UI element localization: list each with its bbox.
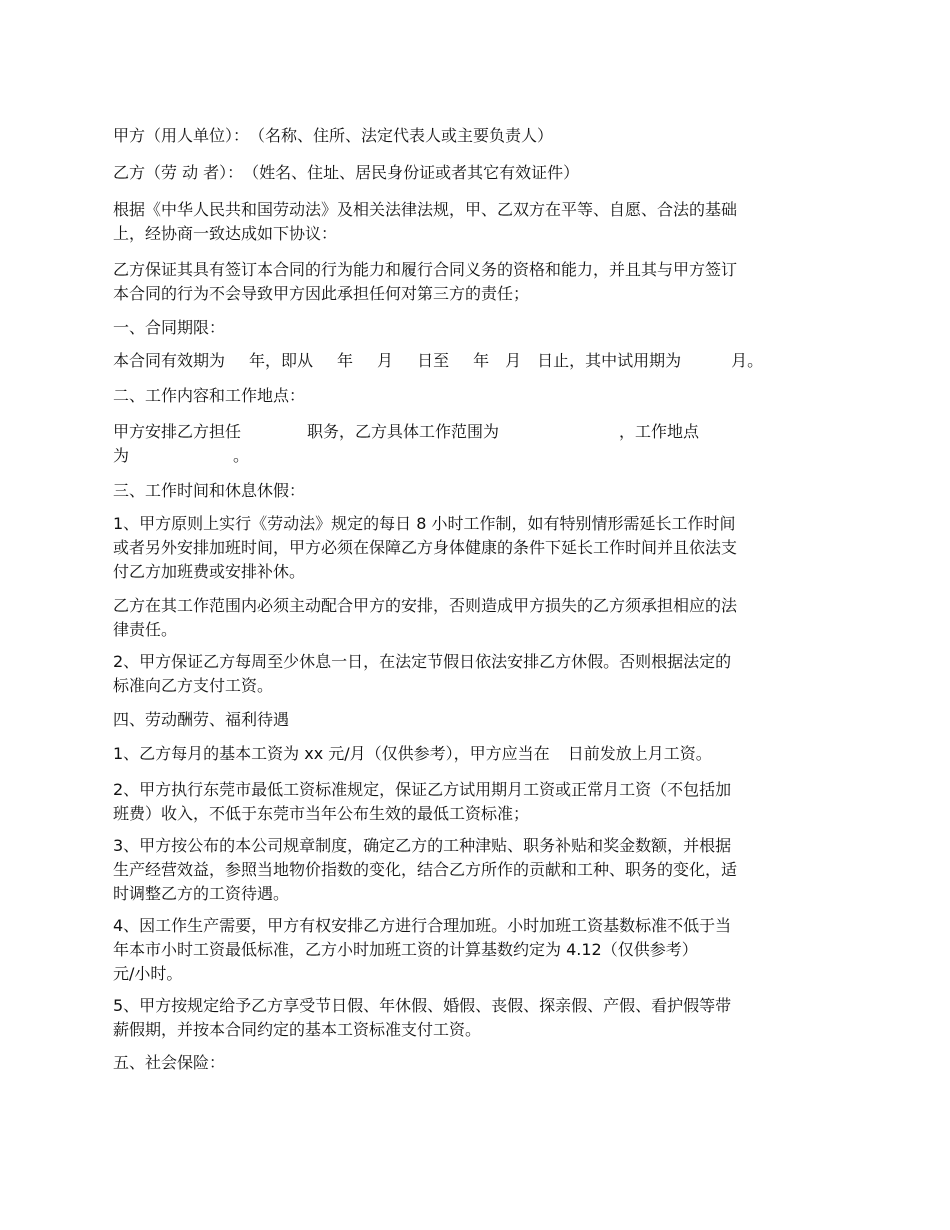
- preamble-paragraph: [113, 198, 835, 246]
- term-text: 日至: [417, 351, 450, 370]
- party-a-text: 甲方（用人单位）： （名称、住所、法定代表人或主要负责人）: [113, 126, 554, 145]
- section-2-heading: [113, 384, 835, 408]
- overtime-clause: [113, 914, 835, 986]
- base-salary-clause: [113, 742, 835, 766]
- preamble-line: 根据《中华人民共和国劳动法》及相关法律法规，甲、乙双方在平等、自愿、合法的基础: [113, 200, 738, 219]
- clause-line: 乙方在其工作范围内必须主动配合甲方的安排，否则造成甲方损失的乙方须承担相应的法: [113, 596, 738, 615]
- preamble-line: 上，经协商一致达成如下协议：: [113, 224, 338, 243]
- party-b-text: 乙方（劳 动 者）： （姓名、住址、居民身份证或者其它有效证件）: [113, 163, 580, 182]
- paid-leave-clause: [113, 994, 835, 1042]
- allowance-clause: [113, 834, 835, 906]
- section-1-heading: [113, 316, 835, 340]
- clause-line: 3、甲方按公布的本公司规章制度，确定乙方的工种津贴、职务补贴和奖金数额，并根据: [113, 836, 732, 855]
- section-heading: 四、劳动酬劳、福利待遇: [113, 710, 290, 729]
- minimum-wage-clause: [113, 778, 835, 826]
- work-text: 为: [113, 446, 130, 465]
- work-hours-clause: [113, 512, 835, 584]
- clause-line: 2、甲方执行东莞市最低工资标准规定，保证乙方试用期月工资或正常月工资（不包括加: [113, 780, 732, 799]
- guarantee-paragraph: [113, 258, 835, 306]
- cooperation-clause: [113, 594, 835, 642]
- term-text: 年: [473, 351, 490, 370]
- section-heading: 二、工作内容和工作地点：: [113, 386, 306, 405]
- clause-line: 付乙方加班费或安排补休。: [113, 562, 306, 581]
- work-text: 甲方安排乙方担任: [113, 422, 242, 441]
- clause-line: 时调整乙方的工资待遇。: [113, 884, 290, 903]
- work-text: 职务，乙方具体工作范围为: [307, 422, 500, 441]
- clause-line: 或者另外安排加班时间，甲方必须在保障乙方身体健康的条件下延长工作时间并且依法支: [113, 538, 738, 557]
- term-text: 月: [505, 351, 522, 370]
- clause-line: [113, 742, 835, 766]
- guarantee-line: 乙方保证其具有签订本合同的行为能力和履行合同义务的资格和能力，并且其与甲方签订: [113, 260, 738, 279]
- rest-day-clause: [113, 650, 835, 698]
- term-text: 月。: [731, 351, 764, 370]
- salary-text: 1、乙方每月的基本工资为 xx 元/月（仅供参考），甲方应当在: [113, 744, 550, 763]
- clause-line: 年本市小时工资最低标准，乙方小时加班工资的计算基数约定为 4.12（仅供参考）: [113, 940, 698, 959]
- clause-line: 生产经营效益，参照当地物价指数的变化，结合乙方所作的贡献和工种、职务的变化，适: [113, 860, 738, 879]
- contract-term-line: [113, 349, 835, 373]
- section-heading: 三、工作时间和休息休假：: [113, 481, 306, 500]
- clause-line: 标准向乙方支付工资。: [113, 676, 274, 695]
- term-text: 年: [337, 351, 354, 370]
- clause-line: 薪假期，并按本合同约定的基本工资标准支付工资。: [113, 1020, 482, 1039]
- section-3-heading: [113, 479, 835, 503]
- work-content-line: [113, 444, 835, 468]
- salary-text: 日前发放上月工资。: [567, 744, 712, 763]
- party-b-line: [113, 161, 835, 185]
- clause-line: 2、甲方保证乙方每周至少休息一日，在法定节假日依法安排乙方休假。否则根据法定的: [113, 652, 732, 671]
- party-a-line: [113, 124, 835, 148]
- clause-line: 律责任。: [113, 620, 178, 639]
- clause-line: 4、因工作生产需要，甲方有权安排乙方进行合理加班。小时加班工资基数标准不低于当: [113, 916, 732, 935]
- clause-line: 班费）收入，不低于东莞市当年公布生效的最低工资标准；: [113, 804, 530, 823]
- term-text: 日止，其中试用期为: [537, 351, 682, 370]
- term-text: 本合同有效期为: [113, 351, 226, 370]
- guarantee-line: 本合同的行为不会导致甲方因此承担任何对第三方的责任；: [113, 284, 530, 303]
- section-heading: 五、社会保险：: [113, 1053, 226, 1072]
- work-content-line: [113, 420, 835, 444]
- work-text: ，工作地点: [619, 422, 700, 441]
- term-text: 年，即从: [249, 351, 314, 370]
- work-text: 。: [233, 446, 250, 465]
- section-5-heading: [113, 1051, 835, 1075]
- section-heading: 一、合同期限：: [113, 318, 226, 337]
- clause-line: 元/小时。: [113, 964, 183, 983]
- work-content-paragraph: [113, 420, 835, 468]
- clause-line: 5、甲方按规定给予乙方享受节日假、年休假、婚假、丧假、探亲假、产假、看护假等带: [113, 996, 732, 1015]
- section-4-heading: [113, 708, 835, 732]
- clause-line: 1、甲方原则上实行《劳动法》规定的每日 8 小时工作制，如有特别情形需延长工作时间: [113, 514, 736, 533]
- term-text: 月: [377, 351, 394, 370]
- contract-term-text: [113, 349, 835, 373]
